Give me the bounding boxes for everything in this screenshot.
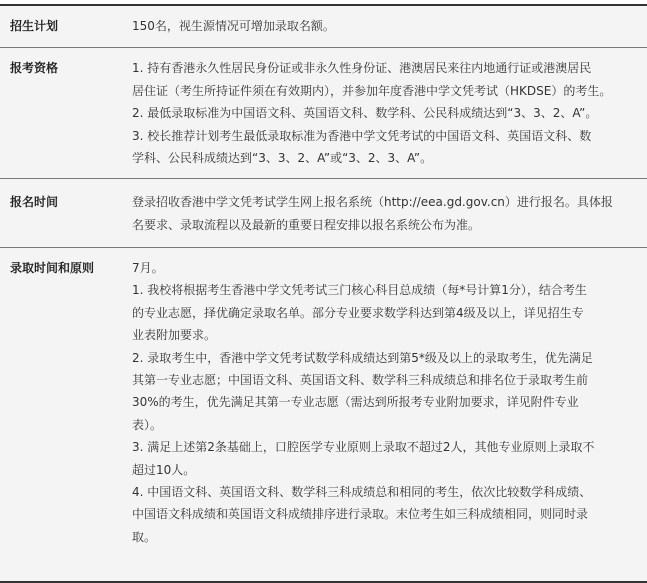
content-line: 超过10人。: [132, 462, 196, 477]
row-eligibility: [0, 48, 647, 179]
content-line: 1. 持有香港永久性居民身份证或非永久性身份证、港澳居民来往内地通行证或港澳居民: [132, 61, 592, 75]
content-line: 4. 中国语文科、英国语文科、数学科三科成绩总和相同的考生，依次比较数学科成绩、: [132, 485, 592, 500]
content-line: 名要求、录取流程以及最新的重要日程安排以报名系统公布为准。: [132, 217, 481, 232]
content-line: 150名，视生源情况可增加录取名额。: [132, 19, 335, 33]
content-line: 30%的考生，优先满足其第一专业志愿（需达到所报考专业附加要求，详见附件专业: [132, 395, 579, 410]
row-content: [120, 179, 647, 247]
content-line: 的专业志愿，择优确定录取名单。部分专业要求数学科达到第4级及以上，详见招生专: [132, 305, 584, 320]
row-label: 报名时间: [10, 195, 59, 209]
row-label: 招生计划: [10, 19, 59, 33]
content-line: 2. 最低录取标准为中国语文科、英国语文科、数学科、公民科成绩达到“3、3、2、A”。: [132, 106, 598, 120]
row-registration-time: [0, 179, 647, 248]
content-line: 业表附加要求。: [132, 328, 217, 343]
content-line: 取。: [132, 529, 157, 544]
admission-info-table: [0, 4, 647, 583]
content-line: 表）。: [132, 417, 163, 432]
content-line: 3. 满足上述第2条基础上，口腔医学专业原则上录取不超过2人，其他专业原则上录取不: [132, 440, 595, 455]
content-line: 2. 录取考生中，香港中学文凭考试数学科成绩达到第5*级及以上的录取考生，优先满足: [132, 350, 593, 365]
content-line: 居住证（考生所持证件须在有效期内），并参加年度香港中学文凭考试（HKDSE）的考生。: [132, 83, 612, 98]
content-line: 1. 我校将根据考生香港中学文凭考试三门核心科目总成绩（每*号计算1分），结合考生: [132, 283, 587, 298]
content-line: 登录招收香港中学文凭考试学生网上报名系统（http://eea.gd.gov.cn）进行报名。具体报: [132, 195, 613, 209]
row-label: 录取时间和原则: [10, 261, 95, 275]
content-line: 学科、公民科成绩达到“3、3、2、A”或“3、2、3、A”。: [132, 151, 433, 165]
content-line: 中国语文科成绩和英国语文科成绩排序进行录取。末位考生如三科成绩相同，则同时录: [132, 507, 589, 522]
row-content: [120, 6, 647, 47]
row-admission-time-principles: [0, 248, 647, 581]
content-line: 3. 校长推荐计划考生最低录取标准为香港中学文凭考试的中国语文科、英国语文科、数: [132, 128, 592, 143]
row-content: [120, 48, 647, 178]
content-line: 7月。: [132, 261, 164, 275]
content-line: 其第一专业志愿；中国语文科、英国语文科、数学科三科成绩总和排名位于录取考生前: [132, 373, 589, 388]
row-label: 报考资格: [10, 61, 59, 75]
row-content: [120, 248, 647, 581]
row-enrollment-plan: [0, 6, 647, 48]
